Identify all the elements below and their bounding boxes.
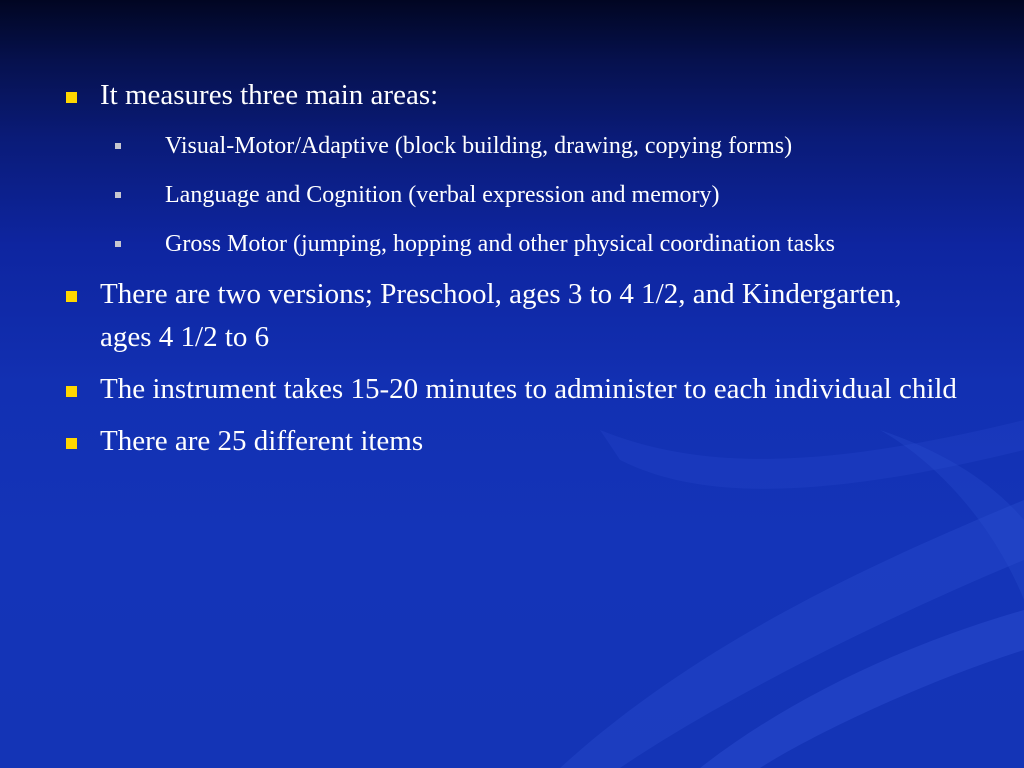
bullet-item-versions — [60, 273, 960, 359]
bullet-text: The instrument takes 15-20 minutes to administer to each individual child — [100, 373, 957, 405]
bullet-item-measures — [60, 74, 960, 117]
small-square-bullet-icon — [115, 192, 121, 198]
bullet-text: There are two versions; Preschool, ages 3 to 4 1/2, and Kindergarten, ages 4 1/2 to 6 — [100, 278, 902, 353]
sub-bullet-text: Visual-Motor/Adaptive (block building, drawing, copying forms) — [165, 133, 793, 159]
square-bullet-icon — [66, 291, 77, 302]
bullet-list — [60, 74, 960, 472]
bullet-text: There are 25 different items — [100, 425, 424, 457]
sub-bullet-text: Language and Cognition (verbal expression and memory) — [165, 182, 720, 208]
bullet-text: It measures three main areas: — [100, 79, 439, 111]
bullet-item-duration — [60, 368, 960, 411]
square-bullet-icon — [66, 386, 77, 397]
sub-bullet-item-visual-motor — [60, 126, 855, 167]
small-square-bullet-icon — [115, 143, 121, 149]
sub-bullet-item-gross-motor — [60, 224, 855, 265]
small-square-bullet-icon — [115, 241, 121, 247]
square-bullet-icon — [66, 438, 77, 449]
sub-bullet-item-language — [60, 175, 855, 216]
square-bullet-icon — [66, 92, 77, 103]
sub-bullet-text: Gross Motor (jumping, hopping and other physical coordination tasks — [165, 231, 835, 257]
bullet-item-items-count — [60, 420, 960, 463]
